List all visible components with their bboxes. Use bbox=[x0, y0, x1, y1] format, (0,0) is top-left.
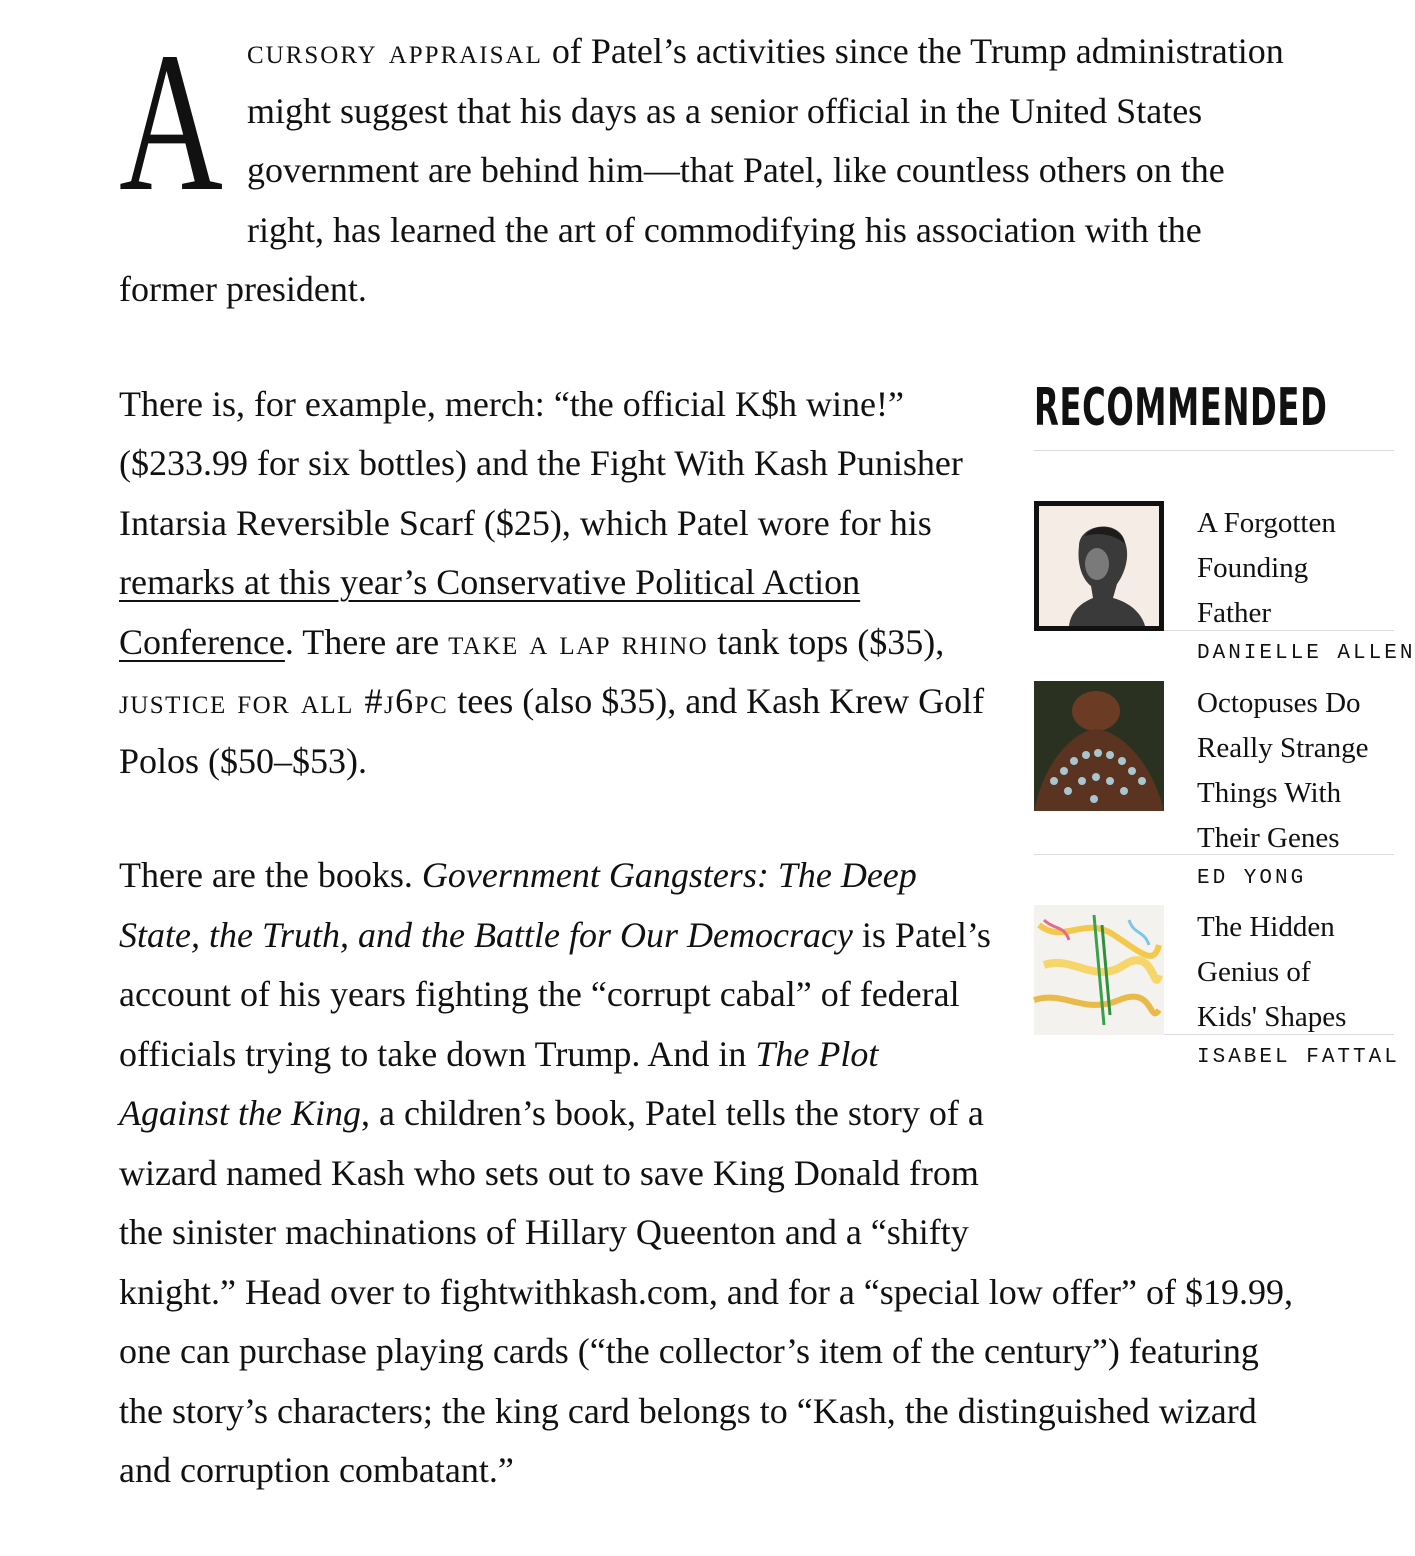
recommended-item-title[interactable]: Octopuses Do Really Strange Things With Their Genes bbox=[1197, 687, 1369, 854]
article-paragraph-1 bbox=[119, 12, 1304, 320]
cpac-remarks-link[interactable]: remarks at this year’s Conservative Political Action Conference bbox=[119, 562, 861, 662]
smallcaps-product: take a lap rhino bbox=[448, 621, 709, 662]
recommended-heading: RECOMMENDED bbox=[1034, 378, 1328, 438]
paragraph-text: There is, for example, merch: “the official K$h wine!” ($233.99 for six bottles) and the Fight With Kash Punisher Intarsia Reversible Scarf ($25), which Patel wore for his bbox=[119, 383, 963, 543]
lede-smallcaps: cursory appraisal bbox=[247, 31, 543, 71]
paragraph-text: of Patel’s activities since the Trump administration might suggest that his days as a senior official in the United States government are behind him—that Patel, like countless others on the right, has learned the art of commodifying his association with the former president. bbox=[119, 31, 1284, 309]
paragraph-text: tees (also $35), and Kash Krew Golf Polos ($50–$53). bbox=[119, 681, 985, 781]
recommended-item-title[interactable]: A Forgotten Founding Father bbox=[1197, 507, 1336, 629]
smallcaps-product: justice for all #j6pc bbox=[119, 681, 449, 721]
drop-cap: A bbox=[119, 12, 223, 233]
recommended-item-author: ED YONG bbox=[1197, 867, 1307, 890]
paragraph-text: There are the books. bbox=[119, 855, 422, 895]
book-title: Government Gangsters: The Deep State, the Truth, and the Battle for Our Democracy bbox=[119, 855, 917, 955]
paragraph-text: . There are bbox=[284, 621, 449, 662]
paragraph-text: tank tops ($35), bbox=[708, 621, 945, 662]
paragraph-text: , a children’s book, Patel tells the story of a wizard named Kash who sets out to save King Donald from the sinister machinations of Hillary Queenton and a “shifty knight.” Head over to fightwithkash.com, and for a “special low offer” of $19.99, one can purchase playing cards (“the collector’s item of the century”) featuring the story’s characters; the king card belongs to “Kash, the distinguished wizard and corruption combatant.” bbox=[119, 1093, 1293, 1490]
recommended-item-title[interactable]: The Hidden Genius of Kids' Shapes bbox=[1197, 911, 1347, 1033]
paragraph-text: is Patel’s account of his years fighting the “corrupt cabal” of federal officials trying to take down Trump. And in bbox=[119, 914, 991, 1074]
recommended-item-author: ISABEL FATTAL bbox=[1197, 1046, 1400, 1069]
recommended-item-author: DANIELLE ALLEN bbox=[1197, 642, 1415, 665]
book-title: The Plot Against the King bbox=[119, 1033, 879, 1133]
